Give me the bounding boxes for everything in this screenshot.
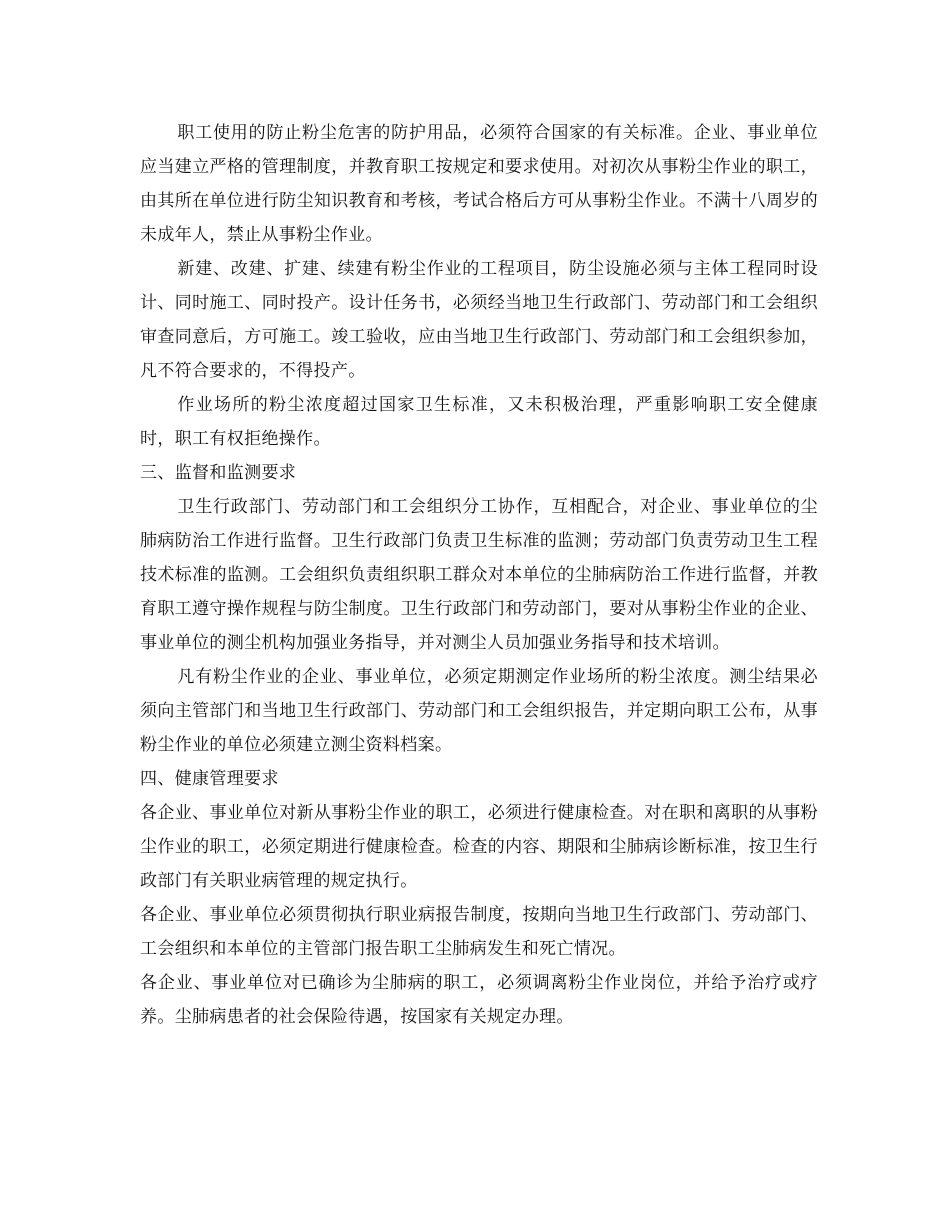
paragraph-disease-reporting: 各企业、事业单位必须贯彻执行职业病报告制度，按期向当地卫生行政部门、劳动部门、工会组织和本单位的主管部门报告职工尘肺病发生和死亡情况。 (140, 905, 818, 959)
paragraph-protective-equipment: 职工使用的防止粉尘危害的防护用品，必须符合国家的有关标准。企业、事业单位应当建立严格的管理制度，并教育职工按规定和要求使用。对初次从事粉尘作业的职工，由其所在单位进行防尘知识教育和考核，考试合格后方可从事粉尘作业。不满十八周岁的未成年人，禁止从事粉尘作业。 (140, 123, 818, 245)
paragraph-supervision-division: 卫生行政部门、劳动部门和工会组织分工协作，互相配合，对企业、事业单位的尘肺病防治工作进行监督。卫生行政部门负责卫生标准的监测；劳动部门负责劳动卫生工程技术标准的监测。工会组织负责组织职工群众对本单位的尘肺病防治工作进行监督，并教育职工遵守操作规程与防尘制度。卫生行政部门和劳动部门，要对从事粉尘作业的企业、事业单位的测尘机构加强业务指导，并对测尘人员加强业务指导和技术培训。 (140, 497, 818, 653)
paragraph-dust-measurement: 凡有粉尘作业的企业、事业单位，必须定期测定作业场所的粉尘浓度。测尘结果必须向主管部门和当地卫生行政部门、劳动部门和工会组织报告，并定期向职工公布，从事粉尘作业的单位必须建立测尘资料档案。 (140, 667, 818, 755)
document-body (140, 116, 818, 1034)
paragraph-construction-projects: 新建、改建、扩建、续建有粉尘作业的工程项目，防尘设施必须与主体工程同时设计、同时施工、同时投产。设计任务书，必须经当地卫生行政部门、劳动部门和工会组织审查同意后，方可施工。竣工验收，应由当地卫生行政部门、劳动部门和工会组织参加，凡不符合要求的，不得投产。 (140, 259, 818, 381)
paragraph-right-to-refuse: 作业场所的粉尘浓度超过国家卫生标准，又未积极治理，严重影响职工安全健康时，职工有权拒绝操作。 (140, 395, 818, 449)
paragraph-patient-treatment: 各企业、事业单位对已确诊为尘肺病的职工，必须调离粉尘作业岗位，并给予治疗或疗养。尘肺病患者的社会保险待遇，按国家有关规定办理。 (140, 973, 818, 1027)
section-heading-supervision: 三、监督和监测要求 (140, 463, 297, 483)
section-heading-health-management: 四、健康管理要求 (140, 769, 279, 789)
paragraph-health-checks: 各企业、事业单位对新从事粉尘作业的职工，必须进行健康检查。对在职和离职的从事粉尘作业的职工，必须定期进行健康检查。检查的内容、期限和尘肺病诊断标准，按卫生行政部门有关职业病管理的规定执行。 (140, 803, 818, 891)
